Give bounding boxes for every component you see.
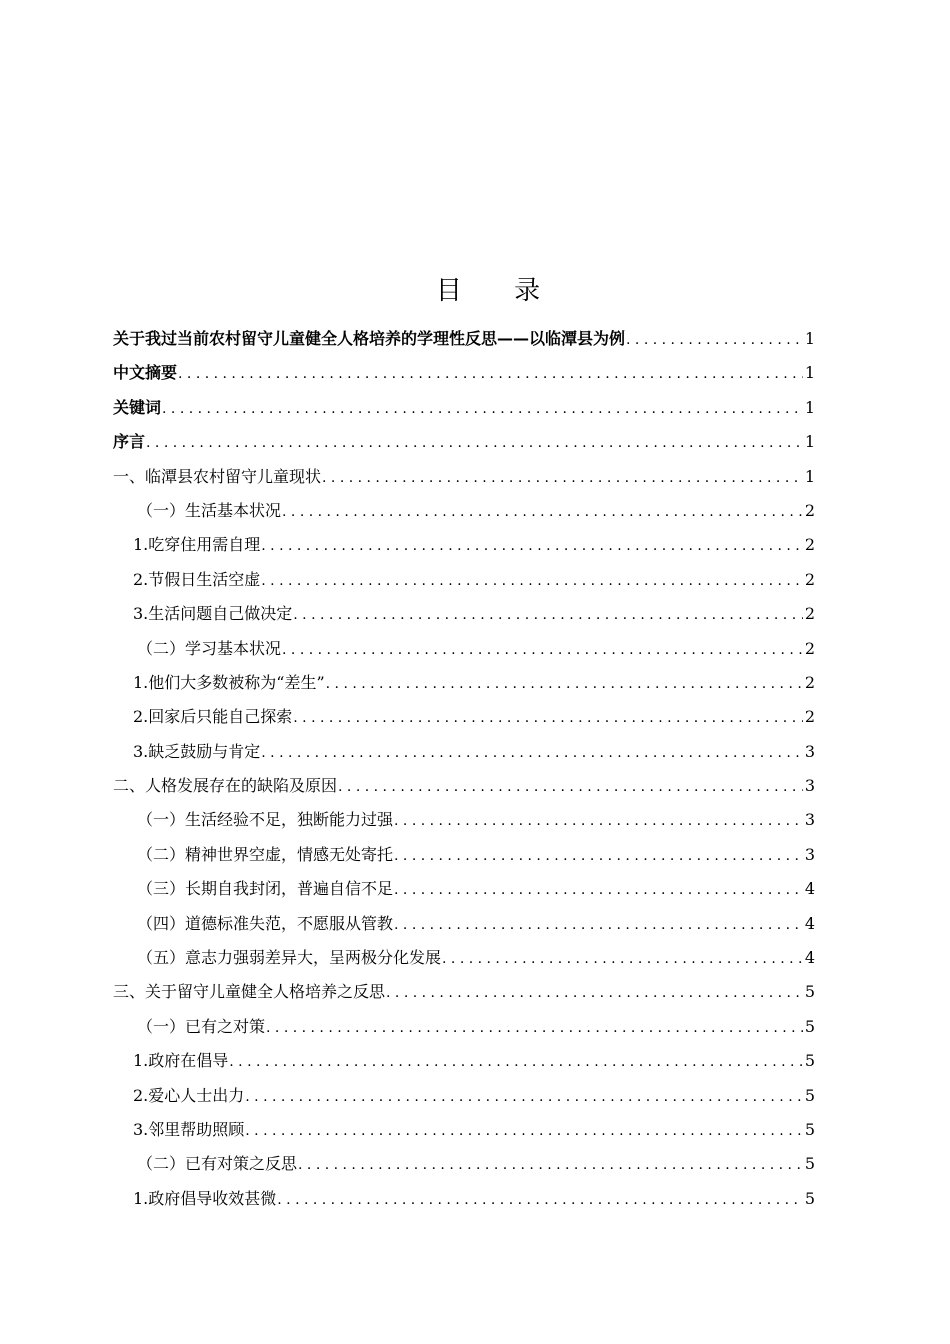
toc-entry-page: 5 [804,982,815,1002]
toc-leader-dots [178,357,803,391]
toc-entry-page: 2 [804,604,815,624]
toc-entry-page: 3 [804,741,815,761]
toc-entry-label: 3.缺乏鼓励与肯定 [133,741,261,761]
toc-entry-label: 关于我过当前农村留守儿童健全人格培养的学理性反思——以临潭县为例 [113,329,626,348]
toc-leader-dots [394,804,803,838]
toc-entry[interactable] [113,735,815,769]
toc-entry[interactable] [113,1010,815,1044]
toc-entry-label: 2.节假日生活空虚 [133,569,261,589]
toc-entry-label: 2.回家后只能自己探索 [133,707,293,727]
toc-leader-dots [261,564,803,598]
toc-entry[interactable] [113,632,815,666]
toc-leader-dots [266,1011,803,1045]
toc-entry-label: （五）意志力强弱差异大，呈两极分化发展 [137,948,442,968]
toc-leader-dots [298,1148,803,1182]
toc-leader-dots [394,873,803,907]
toc-entry-page: 5 [804,1119,815,1139]
toc-entry-page: 5 [804,1051,815,1071]
toc-entry-label: 2.爱心人士出力 [133,1085,245,1105]
toc-leader-dots [282,633,803,667]
toc-leader-dots [277,1183,803,1217]
toc-leader-dots [245,1114,803,1148]
toc-entry[interactable] [113,528,815,562]
toc-entry[interactable] [113,803,815,837]
toc-entry[interactable] [113,597,815,631]
toc-entry-page: 1 [804,329,815,348]
toc-entry-page: 5 [804,1188,815,1208]
toc-entry-page: 2 [804,672,815,692]
toc-entry-label: 1.吃穿住用需自理 [133,535,261,555]
toc-entry[interactable] [113,356,815,390]
toc-entry[interactable] [113,975,815,1009]
toc-entry-page: 1 [804,432,815,452]
toc-entry[interactable] [113,1182,815,1216]
toc-entry-label: 二、人格发展存在的缺陷及原因 [113,776,338,796]
toc-leader-dots [293,598,803,632]
toc-leader-dots [162,392,803,426]
toc-entry-label: （二）精神世界空虚，情感无处寄托 [137,844,394,864]
toc-entry[interactable] [113,391,815,425]
table-of-contents [113,322,815,1216]
toc-leader-dots [626,323,803,357]
toc-entry-page: 4 [804,948,815,968]
toc-entry-label: 序言 [113,432,146,452]
toc-entry[interactable] [113,1079,815,1113]
toc-leader-dots [394,839,803,873]
toc-entry-page: 4 [804,913,815,933]
toc-leader-dots [245,1080,803,1114]
toc-entry-page: 3 [804,776,815,796]
toc-leader-dots [338,770,803,804]
toc-entry-label: （四）道德标准失范，不愿服从管教 [137,913,394,933]
toc-title: 目 录 [435,276,563,306]
toc-entry[interactable] [113,1147,815,1181]
toc-entry-page: 2 [804,535,815,555]
toc-leader-dots [261,529,803,563]
toc-entry[interactable] [113,563,815,597]
toc-leader-dots [386,976,803,1010]
toc-entry-label: 3.生活问题自己做决定 [133,604,293,624]
toc-entry-page: 5 [804,1085,815,1105]
toc-entry[interactable] [113,838,815,872]
toc-entry[interactable] [113,494,815,528]
toc-entry-page: 2 [804,638,815,658]
toc-leader-dots [326,667,803,701]
toc-entry-label: 关键词 [113,397,162,417]
toc-entry[interactable] [113,322,815,356]
toc-entry-label: （二）已有对策之反思 [137,1154,298,1174]
toc-leader-dots [261,736,803,770]
toc-entry[interactable] [113,769,815,803]
toc-leader-dots [293,701,803,735]
toc-entry[interactable] [113,941,815,975]
toc-entry-page: 2 [804,569,815,589]
toc-entry-page: 5 [804,1154,815,1174]
toc-entry-page: 3 [804,844,815,864]
toc-entry[interactable] [113,907,815,941]
toc-entry-label: （二）学习基本状况 [137,638,282,658]
toc-entry[interactable] [113,425,815,459]
toc-leader-dots [394,908,803,942]
toc-entry[interactable] [113,666,815,700]
toc-entry-label: 三、关于留守儿童健全人格培养之反思 [113,982,386,1002]
toc-entry-label: 1.他们大多数被称为“差生” [133,672,325,692]
toc-leader-dots [146,426,803,460]
toc-entry-page: 2 [804,500,815,520]
toc-leader-dots [442,942,803,976]
toc-entry-page: 4 [804,879,815,899]
toc-entry-page: 1 [804,397,815,417]
toc-entry-label: 3.邻里帮助照顾 [133,1119,245,1139]
toc-entry-label: 1.政府在倡导 [133,1051,229,1071]
toc-entry[interactable] [113,460,815,494]
toc-entry-page: 2 [804,707,815,727]
toc-entry[interactable] [113,1113,815,1147]
toc-entry-label: 1.政府倡导收效甚微 [133,1188,277,1208]
toc-entry-label: （三）长期自我封闭，普遍自信不足 [137,879,394,899]
toc-entry-page: 1 [804,466,815,486]
toc-entry-page: 1 [804,363,815,383]
toc-entry-label: 一、临潭县农村留守儿童现状 [113,466,322,486]
toc-entry-page: 5 [804,1016,815,1036]
toc-entry-label: （一）生活基本状况 [137,500,282,520]
toc-entry[interactable] [113,872,815,906]
toc-leader-dots [229,1045,803,1079]
toc-entry-label: 中文摘要 [113,363,178,383]
toc-leader-dots [282,495,803,529]
toc-entry[interactable] [113,1044,815,1078]
toc-entry-label: （一）生活经验不足，独断能力过强 [137,810,394,830]
toc-entry[interactable] [113,700,815,734]
toc-entry-label: （一）已有之对策 [137,1016,266,1036]
toc-entry-page: 3 [804,810,815,830]
toc-leader-dots [322,461,803,495]
